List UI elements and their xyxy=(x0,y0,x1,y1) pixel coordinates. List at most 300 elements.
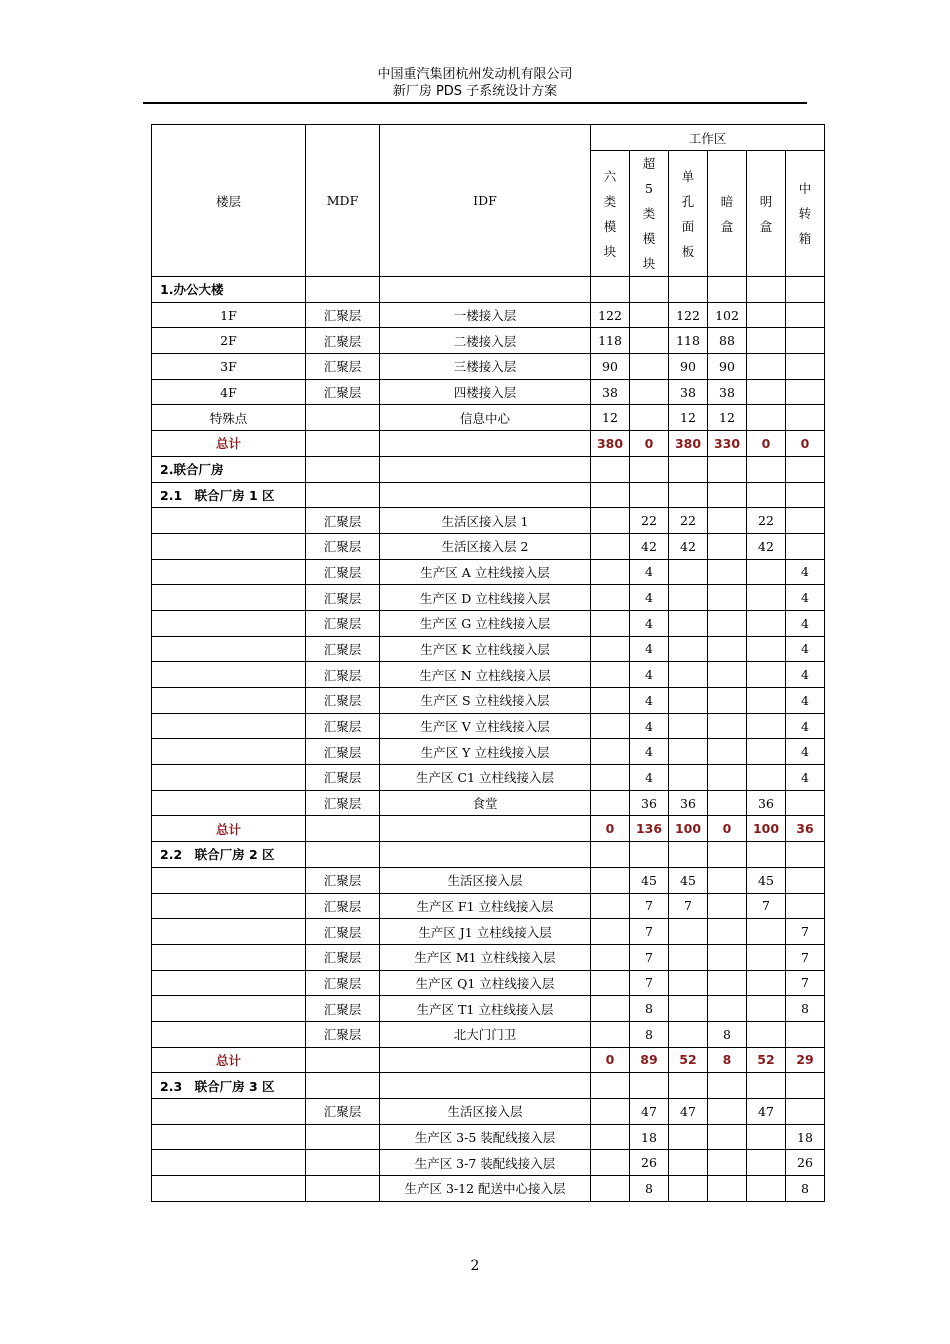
value-cell xyxy=(591,508,630,534)
idf-cell xyxy=(380,456,591,482)
value-cell xyxy=(786,354,825,380)
floor-cell: 特殊点 xyxy=(152,405,306,431)
mdf-cell: 汇聚层 xyxy=(306,636,380,662)
table-row xyxy=(152,996,825,1022)
idf-cell xyxy=(380,1047,591,1073)
value-cell xyxy=(786,790,825,816)
mdf-cell: 汇聚层 xyxy=(306,790,380,816)
mdf-cell: 汇聚层 xyxy=(306,585,380,611)
company-name: 中国重汽集团杭州发动机有限公司 xyxy=(377,67,573,82)
mdf-cell: 汇聚层 xyxy=(306,944,380,970)
value-cell xyxy=(708,1124,747,1150)
value-cell: 7 xyxy=(786,919,825,945)
table-row xyxy=(152,354,825,380)
value-cell xyxy=(669,739,708,765)
mdf-cell xyxy=(306,277,380,303)
value-cell xyxy=(708,662,747,688)
mdf-cell xyxy=(306,1073,380,1099)
mdf-cell xyxy=(306,1150,380,1176)
value-cell: 4 xyxy=(630,559,669,585)
value-cell xyxy=(708,688,747,714)
value-cell xyxy=(591,1150,630,1176)
value-cell: 4 xyxy=(630,688,669,714)
value-cell xyxy=(786,533,825,559)
total-value-cell: 380 xyxy=(591,431,630,457)
total-value-cell: 0 xyxy=(591,816,630,842)
mdf-cell: 汇聚层 xyxy=(306,533,380,559)
floor-cell xyxy=(152,919,306,945)
header-char: 箱 xyxy=(798,231,812,246)
idf-cell xyxy=(380,431,591,457)
total-value-cell: 0 xyxy=(630,431,669,457)
value-cell xyxy=(669,277,708,303)
value-cell xyxy=(708,970,747,996)
idf-cell: 生产区 A 立柱线接入层 xyxy=(380,559,591,585)
mdf-cell: 汇聚层 xyxy=(306,919,380,945)
value-cell: 12 xyxy=(708,405,747,431)
value-cell xyxy=(630,328,669,354)
value-cell xyxy=(630,302,669,328)
total-value-cell: 100 xyxy=(747,816,786,842)
mdf-cell: 汇聚层 xyxy=(306,1021,380,1047)
mdf-cell: 汇聚层 xyxy=(306,610,380,636)
header-char: 类 xyxy=(603,193,617,209)
total-value-cell: 0 xyxy=(591,1047,630,1073)
value-cell: 12 xyxy=(591,405,630,431)
table-row xyxy=(152,379,825,405)
table-row xyxy=(152,585,825,611)
value-cell: 7 xyxy=(669,893,708,919)
floor-cell xyxy=(152,1150,306,1176)
value-cell: 4 xyxy=(786,636,825,662)
total-value-cell: 100 xyxy=(669,816,708,842)
floor-cell xyxy=(152,867,306,893)
floor-cell xyxy=(152,739,306,765)
document-title: 新厂房 PDS 子系统设计方案 xyxy=(392,84,558,99)
idf-cell: 生产区 J1 立柱线接入层 xyxy=(380,919,591,945)
table-row xyxy=(152,790,825,816)
mdf-cell: 汇聚层 xyxy=(306,302,380,328)
section-label: 2.2 联合厂房 2 区 xyxy=(152,842,306,868)
surface-box-header xyxy=(747,151,786,277)
idf-cell: 生产区 V 立柱线接入层 xyxy=(380,713,591,739)
value-cell xyxy=(786,508,825,534)
value-cell xyxy=(591,482,630,508)
table-row xyxy=(152,302,825,328)
value-cell xyxy=(747,354,786,380)
table-row xyxy=(152,328,825,354)
value-cell xyxy=(669,1073,708,1099)
table-row xyxy=(152,1150,825,1176)
header-char: 孔 xyxy=(681,193,695,209)
section-label: 2.3 联合厂房 3 区 xyxy=(152,1073,306,1099)
floor-cell: 2F xyxy=(152,328,306,354)
value-cell xyxy=(669,1021,708,1047)
value-cell xyxy=(708,482,747,508)
table-row xyxy=(152,919,825,945)
header-char: 超 xyxy=(642,156,656,171)
value-cell xyxy=(708,867,747,893)
header-row-1 xyxy=(152,125,825,151)
value-cell: 90 xyxy=(669,354,708,380)
work-area-header: 工作区 xyxy=(591,125,825,151)
idf-cell: 四楼接入层 xyxy=(380,379,591,405)
value-cell xyxy=(669,765,708,791)
value-cell xyxy=(747,559,786,585)
floor-cell xyxy=(152,1124,306,1150)
header-char: 中 xyxy=(798,181,812,196)
value-cell xyxy=(708,944,747,970)
floor-cell xyxy=(152,1099,306,1125)
table-row xyxy=(152,405,825,431)
section-row xyxy=(152,1073,825,1099)
value-cell xyxy=(747,1073,786,1099)
total-value-cell: 0 xyxy=(708,816,747,842)
value-cell xyxy=(747,328,786,354)
section-row xyxy=(152,456,825,482)
mdf-cell: 汇聚层 xyxy=(306,765,380,791)
value-cell xyxy=(708,533,747,559)
section-label: 2.联合厂房 xyxy=(152,456,306,482)
idf-cell: 生活区接入层 xyxy=(380,1099,591,1125)
value-cell xyxy=(747,1150,786,1176)
table-row xyxy=(152,610,825,636)
value-cell: 7 xyxy=(630,970,669,996)
value-cell xyxy=(591,585,630,611)
value-cell xyxy=(747,405,786,431)
value-cell xyxy=(591,842,630,868)
value-cell xyxy=(708,559,747,585)
mdf-cell: 汇聚层 xyxy=(306,662,380,688)
value-cell: 122 xyxy=(669,302,708,328)
value-cell: 26 xyxy=(786,1150,825,1176)
value-cell: 42 xyxy=(747,533,786,559)
value-cell: 47 xyxy=(747,1099,786,1125)
total-value-cell: 136 xyxy=(630,816,669,842)
value-cell: 4 xyxy=(630,713,669,739)
value-cell: 7 xyxy=(786,944,825,970)
value-cell xyxy=(669,482,708,508)
floor-cell xyxy=(152,790,306,816)
value-cell xyxy=(708,508,747,534)
floor-cell: 4F xyxy=(152,379,306,405)
floor-cell xyxy=(152,662,306,688)
value-cell xyxy=(786,842,825,868)
header-char: 盒 xyxy=(759,218,773,234)
value-cell xyxy=(669,842,708,868)
floor-cell xyxy=(152,610,306,636)
floor-cell xyxy=(152,893,306,919)
value-cell xyxy=(630,482,669,508)
header-char: 类 xyxy=(642,206,656,221)
idf-cell: 生产区 S 立柱线接入层 xyxy=(380,688,591,714)
table-row xyxy=(152,662,825,688)
value-cell: 42 xyxy=(630,533,669,559)
value-cell: 18 xyxy=(630,1124,669,1150)
value-cell: 88 xyxy=(708,328,747,354)
total-label: 总计 xyxy=(152,431,306,457)
value-cell xyxy=(708,1176,747,1202)
value-cell xyxy=(786,277,825,303)
value-cell xyxy=(747,662,786,688)
mdf-cell: 汇聚层 xyxy=(306,739,380,765)
value-cell xyxy=(630,1073,669,1099)
page-number: 2 xyxy=(470,1258,480,1274)
value-cell xyxy=(747,585,786,611)
idf-cell: 生产区 K 立柱线接入层 xyxy=(380,636,591,662)
value-cell xyxy=(747,302,786,328)
idf-cell: 生活区接入层 1 xyxy=(380,508,591,534)
section-row xyxy=(152,482,825,508)
value-cell: 36 xyxy=(669,790,708,816)
total-value-cell: 89 xyxy=(630,1047,669,1073)
table-row xyxy=(152,1099,825,1125)
total-label: 总计 xyxy=(152,816,306,842)
floor-cell xyxy=(152,970,306,996)
section-label: 1.办公大楼 xyxy=(152,277,306,303)
table-row xyxy=(152,1176,825,1202)
value-cell: 36 xyxy=(630,790,669,816)
value-cell xyxy=(669,944,708,970)
section-label: 2.1 联合厂房 1 区 xyxy=(152,482,306,508)
idf-cell xyxy=(380,277,591,303)
value-cell: 38 xyxy=(591,379,630,405)
table-row xyxy=(152,739,825,765)
value-cell xyxy=(786,1099,825,1125)
total-row xyxy=(152,431,825,457)
table-row xyxy=(152,970,825,996)
value-cell xyxy=(708,585,747,611)
section-row xyxy=(152,842,825,868)
value-cell: 45 xyxy=(630,867,669,893)
value-cell xyxy=(708,713,747,739)
value-cell xyxy=(669,919,708,945)
value-cell: 4 xyxy=(786,713,825,739)
idf-cell: 二楼接入层 xyxy=(380,328,591,354)
header-char: 六 xyxy=(603,168,617,184)
floor-cell xyxy=(152,996,306,1022)
value-cell xyxy=(630,354,669,380)
mdf-cell xyxy=(306,1047,380,1073)
value-cell xyxy=(591,559,630,585)
value-cell xyxy=(747,379,786,405)
table-row xyxy=(152,1021,825,1047)
idf-cell: 生产区 3-12 配送中心接入层 xyxy=(380,1176,591,1202)
floor-cell: 1F xyxy=(152,302,306,328)
value-cell xyxy=(591,533,630,559)
idf-cell: 生产区 T1 立柱线接入层 xyxy=(380,996,591,1022)
value-cell xyxy=(591,1124,630,1150)
idf-cell: 生产区 3-5 装配线接入层 xyxy=(380,1124,591,1150)
mdf-header: MDF xyxy=(306,125,380,277)
idf-cell: 生产区 M1 立柱线接入层 xyxy=(380,944,591,970)
header-char: 块 xyxy=(642,256,656,271)
value-cell xyxy=(747,1176,786,1202)
value-cell xyxy=(708,996,747,1022)
header-char: 模 xyxy=(642,231,656,246)
idf-cell: 生产区 D 立柱线接入层 xyxy=(380,585,591,611)
header-char: 块 xyxy=(603,243,617,259)
value-cell: 118 xyxy=(669,328,708,354)
value-cell xyxy=(591,1099,630,1125)
value-cell xyxy=(669,610,708,636)
value-cell xyxy=(591,1176,630,1202)
table-row xyxy=(152,559,825,585)
header-char: 暗 xyxy=(720,193,734,209)
value-cell xyxy=(591,970,630,996)
total-row xyxy=(152,1047,825,1073)
value-cell: 8 xyxy=(630,1176,669,1202)
header-char: 面 xyxy=(681,218,695,234)
value-cell: 4 xyxy=(786,688,825,714)
value-cell: 36 xyxy=(747,790,786,816)
total-value-cell: 0 xyxy=(786,431,825,457)
value-cell xyxy=(786,1021,825,1047)
value-cell: 45 xyxy=(747,867,786,893)
table-row xyxy=(152,688,825,714)
value-cell: 38 xyxy=(669,379,708,405)
floor-cell xyxy=(152,636,306,662)
floor-cell: 3F xyxy=(152,354,306,380)
mdf-cell: 汇聚层 xyxy=(306,867,380,893)
table-row xyxy=(152,713,825,739)
value-cell: 8 xyxy=(630,1021,669,1047)
header-rule xyxy=(143,102,807,104)
total-value-cell: 0 xyxy=(747,431,786,457)
value-cell: 4 xyxy=(630,585,669,611)
value-cell xyxy=(747,482,786,508)
mdf-cell: 汇聚层 xyxy=(306,713,380,739)
value-cell xyxy=(747,610,786,636)
value-cell xyxy=(786,379,825,405)
value-cell: 12 xyxy=(669,405,708,431)
single-port-faceplate-header xyxy=(669,151,708,277)
value-cell: 4 xyxy=(630,765,669,791)
value-cell: 22 xyxy=(630,508,669,534)
value-cell xyxy=(669,688,708,714)
value-cell xyxy=(708,636,747,662)
value-cell xyxy=(669,1150,708,1176)
idf-cell: 生产区 3-7 装配线接入层 xyxy=(380,1150,591,1176)
value-cell xyxy=(747,636,786,662)
value-cell xyxy=(591,662,630,688)
header-char: 模 xyxy=(603,218,617,234)
value-cell xyxy=(708,739,747,765)
mdf-cell: 汇聚层 xyxy=(306,354,380,380)
value-cell: 4 xyxy=(786,739,825,765)
total-row xyxy=(152,816,825,842)
value-cell xyxy=(786,867,825,893)
value-cell: 4 xyxy=(630,636,669,662)
total-value-cell: 380 xyxy=(669,431,708,457)
header-char: 5 xyxy=(645,181,653,196)
mdf-cell xyxy=(306,431,380,457)
value-cell xyxy=(747,765,786,791)
value-cell: 7 xyxy=(747,893,786,919)
value-cell: 47 xyxy=(669,1099,708,1125)
idf-cell: 一楼接入层 xyxy=(380,302,591,328)
value-cell xyxy=(591,944,630,970)
idf-cell xyxy=(380,842,591,868)
floor-cell xyxy=(152,944,306,970)
value-cell xyxy=(747,739,786,765)
value-cell xyxy=(669,996,708,1022)
value-cell: 4 xyxy=(630,662,669,688)
value-cell xyxy=(747,919,786,945)
value-cell xyxy=(669,662,708,688)
mdf-cell: 汇聚层 xyxy=(306,328,380,354)
idf-cell xyxy=(380,1073,591,1099)
mdf-cell xyxy=(306,482,380,508)
idf-cell xyxy=(380,482,591,508)
floor-cell xyxy=(152,688,306,714)
value-cell: 42 xyxy=(669,533,708,559)
value-cell: 8 xyxy=(786,996,825,1022)
table-row xyxy=(152,765,825,791)
mdf-cell xyxy=(306,1124,380,1150)
value-cell xyxy=(591,739,630,765)
table-row xyxy=(152,944,825,970)
transfer-box-header xyxy=(786,151,825,277)
value-cell: 18 xyxy=(786,1124,825,1150)
value-cell xyxy=(747,1021,786,1047)
value-cell xyxy=(747,277,786,303)
value-cell: 8 xyxy=(786,1176,825,1202)
idf-cell: 生产区 Y 立柱线接入层 xyxy=(380,739,591,765)
value-cell xyxy=(591,996,630,1022)
floor-cell xyxy=(152,559,306,585)
section-row xyxy=(152,277,825,303)
total-value-cell: 29 xyxy=(786,1047,825,1073)
idf-header: IDF xyxy=(380,125,591,277)
value-cell: 47 xyxy=(630,1099,669,1125)
mdf-cell xyxy=(306,456,380,482)
header-char: 明 xyxy=(759,193,773,209)
idf-cell: 信息中心 xyxy=(380,405,591,431)
value-cell xyxy=(708,1073,747,1099)
value-cell: 22 xyxy=(747,508,786,534)
idf-cell: 生产区 F1 立柱线接入层 xyxy=(380,893,591,919)
floor-cell xyxy=(152,1176,306,1202)
value-cell xyxy=(786,482,825,508)
mdf-cell xyxy=(306,842,380,868)
mdf-cell xyxy=(306,405,380,431)
floor-cell xyxy=(152,765,306,791)
value-cell xyxy=(786,302,825,328)
total-value-cell: 52 xyxy=(669,1047,708,1073)
value-cell: 7 xyxy=(630,893,669,919)
idf-cell: 生产区 C1 立柱线接入层 xyxy=(380,765,591,791)
mdf-cell: 汇聚层 xyxy=(306,379,380,405)
value-cell xyxy=(669,456,708,482)
value-cell xyxy=(630,405,669,431)
value-cell: 4 xyxy=(786,559,825,585)
value-cell xyxy=(669,585,708,611)
idf-cell: 三楼接入层 xyxy=(380,354,591,380)
value-cell: 90 xyxy=(708,354,747,380)
header-char: 板 xyxy=(681,243,695,259)
value-cell xyxy=(669,559,708,585)
floor-cell xyxy=(152,585,306,611)
value-cell xyxy=(591,713,630,739)
value-cell xyxy=(708,1099,747,1125)
mdf-cell: 汇聚层 xyxy=(306,688,380,714)
table-row xyxy=(152,636,825,662)
value-cell xyxy=(786,405,825,431)
value-cell: 38 xyxy=(708,379,747,405)
value-cell: 7 xyxy=(630,944,669,970)
table-row xyxy=(152,867,825,893)
